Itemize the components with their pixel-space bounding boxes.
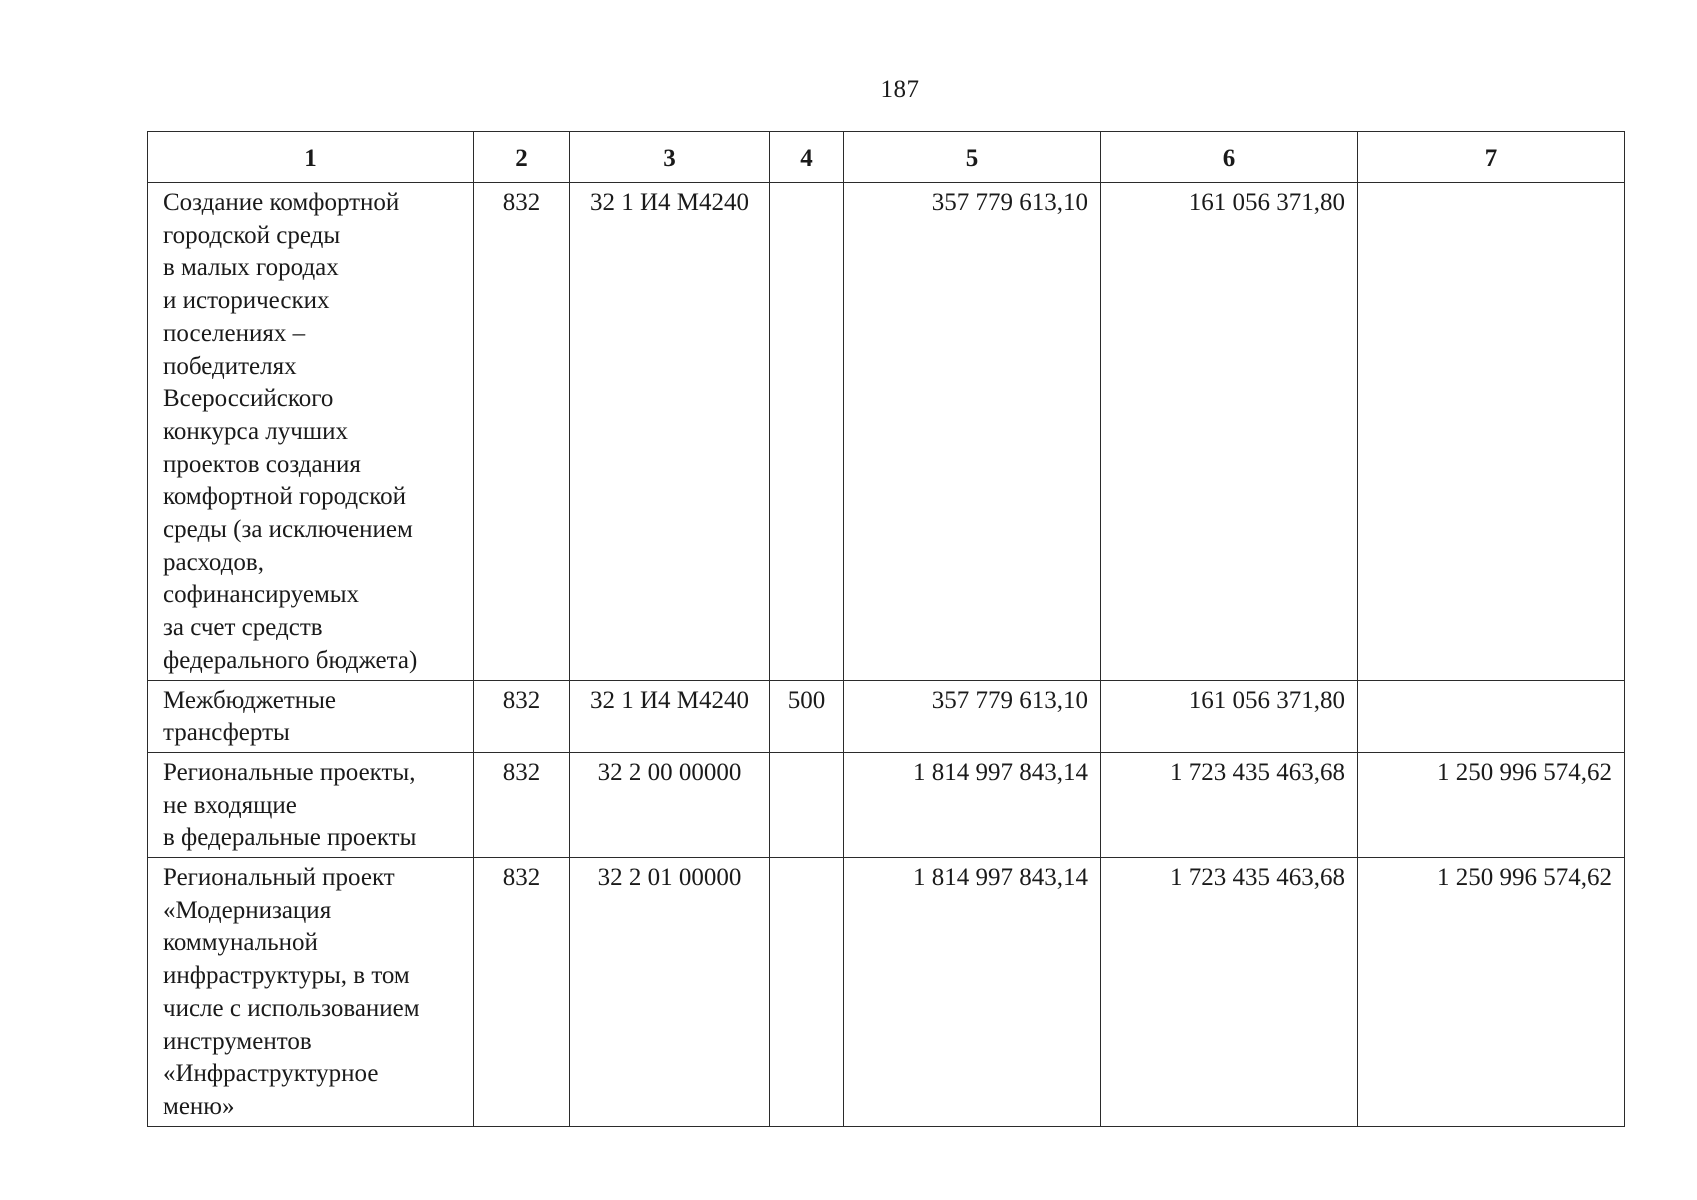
table-row: [148, 858, 1625, 1127]
row-name-line: Всероссийского: [163, 385, 334, 413]
row-name-line: коммунальной: [163, 929, 318, 957]
row-code-cell: 832: [474, 183, 570, 681]
row-name-line: инструментов: [163, 1027, 312, 1055]
table-row: [148, 752, 1625, 857]
row-name-line: комфортной городской: [163, 483, 407, 511]
table-row: [148, 680, 1625, 752]
header-col-7: 7: [1358, 132, 1625, 183]
row-amount-col6: 161 056 371,80: [1101, 183, 1358, 681]
row-name-line: в федеральные проекты: [163, 824, 417, 852]
row-name-line: числе с использованием: [163, 994, 420, 1022]
row-name-cell: [148, 858, 474, 1127]
row-name-cell: [148, 680, 474, 752]
header-col-2: 2: [474, 132, 570, 183]
header-col-4: 4: [770, 132, 844, 183]
row-amount-col7: 1 250 996 574,62: [1358, 858, 1625, 1127]
row-amount-col6: 1 723 435 463,68: [1101, 858, 1358, 1127]
row-name-line: и исторических: [163, 287, 330, 315]
row-amount-col7: [1358, 680, 1625, 752]
row-code-cell: 832: [474, 680, 570, 752]
row-target-article-cell: 32 2 01 00000: [570, 858, 770, 1127]
budget-table-container: [147, 131, 1625, 1127]
row-name-line: меню»: [163, 1092, 235, 1120]
row-amount-col5: 357 779 613,10: [844, 680, 1101, 752]
header-col-3: 3: [570, 132, 770, 183]
row-name-cell: [148, 183, 474, 681]
budget-table: [147, 131, 1625, 1127]
row-name-line: городской среды: [163, 221, 341, 249]
row-name-line: Межбюджетные: [163, 686, 337, 714]
row-amount-col6: 1 723 435 463,68: [1101, 752, 1358, 857]
row-name-line: софинансируемых: [163, 581, 360, 609]
row-expense-type-cell: [770, 752, 844, 857]
row-amount-col5: 357 779 613,10: [844, 183, 1101, 681]
row-name-line: трансферты: [163, 719, 290, 747]
row-name-line: не входящие: [163, 791, 297, 819]
row-name-line: конкурса лучших: [163, 417, 348, 445]
row-name-line: победителях: [163, 352, 297, 380]
row-name-line: федерального бюджета): [163, 646, 418, 674]
row-name-line: «Модернизация: [163, 896, 332, 924]
row-expense-type-cell: [770, 183, 844, 681]
row-amount-col5: 1 814 997 843,14: [844, 752, 1101, 857]
row-amount-col5: 1 814 997 843,14: [844, 858, 1101, 1127]
row-amount-col6: 161 056 371,80: [1101, 680, 1358, 752]
row-expense-type-cell: [770, 858, 844, 1127]
row-name-cell: [148, 752, 474, 857]
row-name-line: расходов,: [163, 548, 264, 576]
page-number: 187: [880, 76, 920, 103]
row-name-line: поселениях –: [163, 319, 306, 347]
row-name-line: «Инфраструктурное: [163, 1060, 379, 1088]
row-code-cell: 832: [474, 752, 570, 857]
table-row: [148, 183, 1625, 681]
header-row: [148, 132, 1625, 183]
row-name-line: за счет средств: [163, 614, 323, 642]
row-name-line: Региональный проект: [163, 864, 395, 892]
row-amount-col7: 1 250 996 574,62: [1358, 752, 1625, 857]
row-target-article-cell: 32 1 И4 М4240: [570, 183, 770, 681]
header-col-1: 1: [148, 132, 474, 183]
row-amount-col7: [1358, 183, 1625, 681]
row-name-line: в малых городах: [163, 254, 339, 282]
row-code-cell: 832: [474, 858, 570, 1127]
row-name-line: Региональные проекты,: [163, 758, 416, 786]
row-target-article-cell: 32 1 И4 М4240: [570, 680, 770, 752]
row-name-line: среды (за исключением: [163, 516, 413, 544]
row-expense-type-cell: 500: [770, 680, 844, 752]
header-col-6: 6: [1101, 132, 1358, 183]
row-name-line: Создание комфортной: [163, 189, 400, 216]
row-name-line: проектов создания: [163, 450, 361, 478]
header-col-5: 5: [844, 132, 1101, 183]
row-name-line: инфраструктуры, в том: [163, 962, 410, 990]
row-target-article-cell: 32 2 00 00000: [570, 752, 770, 857]
table-body: [148, 183, 1625, 1127]
